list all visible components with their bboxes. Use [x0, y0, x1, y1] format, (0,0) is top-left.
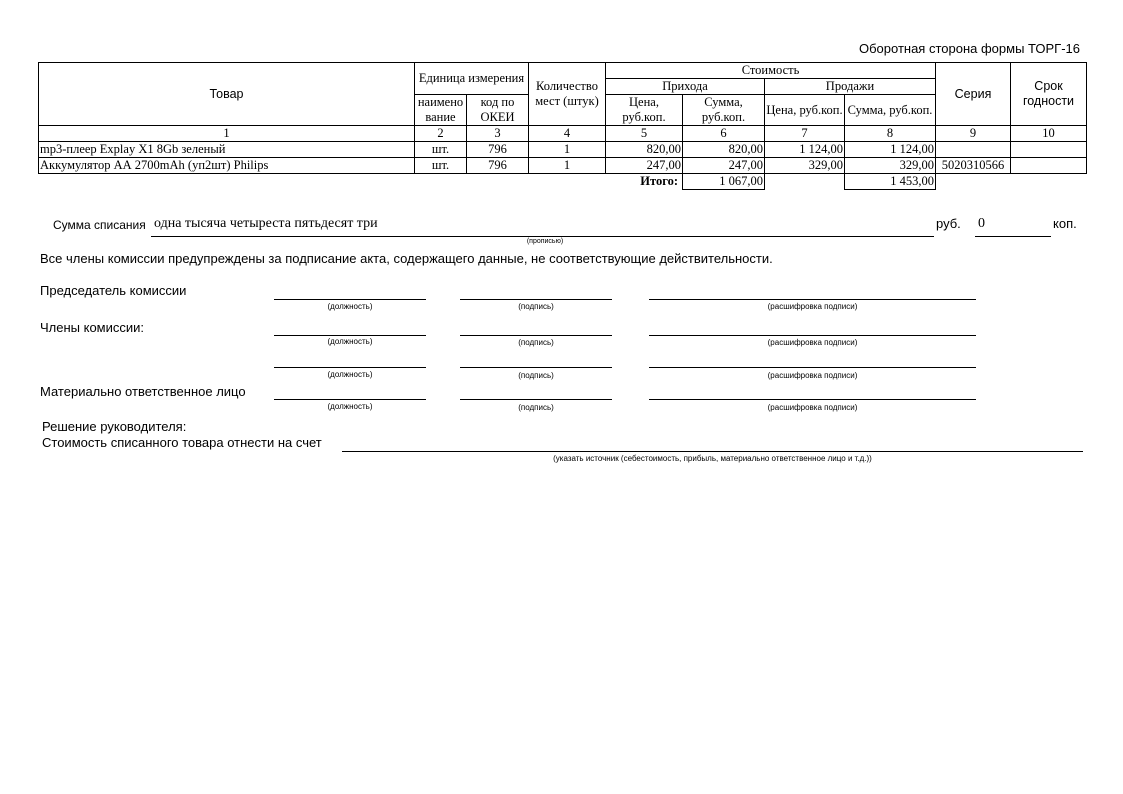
account-line	[342, 451, 1083, 452]
column-number: 3	[467, 126, 529, 142]
cell-expiry	[1011, 158, 1087, 174]
rub-label: руб.	[936, 216, 961, 231]
caption-decode: (расшифровка подписи)	[767, 403, 858, 412]
responsible-label: Материально ответственное лицо	[40, 384, 246, 399]
cell-unit: шт.	[415, 158, 467, 174]
cell-sale-price: 329,00	[765, 158, 845, 174]
column-number: 9	[936, 126, 1011, 142]
totals-sale-sum: 1 453,00	[845, 174, 936, 190]
cell-in-price: 247,00	[606, 158, 683, 174]
form-title: Оборотная сторона формы ТОРГ-16	[858, 41, 1080, 56]
cell-in-price: 820,00	[606, 142, 683, 158]
cell-qty: 1	[529, 142, 606, 158]
cell-qty: 1	[529, 158, 606, 174]
cell-okei: 796	[467, 142, 529, 158]
writeoff-amount-words: одна тысяча четыреста пятьдесят три	[154, 216, 378, 231]
cell-okei: 796	[467, 158, 529, 174]
caption-signature: (подпись)	[518, 338, 554, 347]
column-number: 6	[683, 126, 765, 142]
column-number: 5	[606, 126, 683, 142]
caption-signature: (подпись)	[518, 371, 554, 380]
header-expiry: Срок годности	[1011, 63, 1087, 126]
cell-sale-price: 1 124,00	[765, 142, 845, 158]
chairman-position-line	[274, 299, 426, 300]
header-series: Серия	[936, 63, 1011, 126]
words-caption: (прописью)	[526, 238, 564, 245]
header-unit-code: код по ОКЕИ	[467, 95, 529, 126]
member1-position-line	[274, 335, 426, 336]
cell-in-sum: 247,00	[683, 158, 765, 174]
header-cost-group: Стоимость	[606, 63, 936, 79]
column-number: 1	[39, 126, 415, 142]
chairman-signature-line	[460, 299, 612, 300]
kop-value: 0	[978, 216, 985, 231]
header-quantity: Количество мест (штук)	[529, 63, 606, 126]
decision-label: Решение руководителя:	[42, 419, 187, 434]
cell-sale-sum: 1 124,00	[845, 142, 936, 158]
responsible-decode-line	[649, 399, 976, 400]
header-income-group: Прихода	[606, 79, 765, 95]
header-unit-group: Единица измерения	[415, 63, 529, 95]
header-in-price: Цена, руб.коп.	[606, 95, 683, 126]
cell-series: 5020310566	[936, 158, 1011, 174]
chairman-label: Председатель комиссии	[40, 283, 187, 298]
caption-position: (должность)	[327, 402, 373, 411]
cell-unit: шт.	[415, 142, 467, 158]
header-sales-group: Продажи	[765, 79, 936, 95]
goods-table	[38, 62, 1087, 190]
totals-in-sum: 1 067,00	[683, 174, 765, 190]
caption-signature: (подпись)	[518, 302, 554, 311]
column-number: 10	[1011, 126, 1087, 142]
cell-series	[936, 142, 1011, 158]
column-numbers-row	[39, 126, 1087, 142]
cell-expiry	[1011, 142, 1087, 158]
header-unit-name: наимено вание	[415, 95, 467, 126]
caption-decode: (расшифровка подписи)	[767, 371, 858, 380]
members-label: Члены комиссии:	[40, 320, 145, 335]
caption-position: (должность)	[327, 302, 373, 311]
column-number: 7	[765, 126, 845, 142]
member1-signature-line	[460, 335, 612, 336]
writeoff-amount-line	[151, 236, 934, 237]
cell-sale-sum: 329,00	[845, 158, 936, 174]
table-row	[39, 158, 1087, 174]
caption-decode: (расшифровка подписи)	[767, 302, 858, 311]
kop-line	[975, 236, 1051, 237]
member2-signature-line	[460, 367, 612, 368]
header-sale-price: Цена, руб.коп.	[765, 95, 845, 126]
responsible-signature-line	[460, 399, 612, 400]
column-number: 8	[845, 126, 936, 142]
kop-label: коп.	[1053, 216, 1077, 231]
cell-name: Аккумулятор АА 2700mAh (уп2шт) Philips	[39, 158, 415, 174]
column-number: 2	[415, 126, 467, 142]
caption-position: (должность)	[327, 337, 373, 346]
table-row	[39, 142, 1087, 158]
account-label: Стоимость списанного товара отнести на счет	[42, 435, 322, 450]
cell-in-sum: 820,00	[683, 142, 765, 158]
source-caption: (указать источник (себестоимость, прибыль, материально ответственное лицо и т.д.))	[553, 454, 872, 463]
writeoff-label: Сумма списания	[53, 218, 146, 232]
member2-decode-line	[649, 367, 976, 368]
header-sale-sum: Сумма, руб.коп.	[845, 95, 936, 126]
totals-label: Итого:	[640, 174, 678, 189]
chairman-decode-line	[649, 299, 976, 300]
caption-decode: (расшифровка подписи)	[767, 338, 858, 347]
caption-signature: (подпись)	[518, 403, 554, 412]
cell-name: mp3-плеер Explay X1 8Gb зеленый	[39, 142, 415, 158]
column-number: 4	[529, 126, 606, 142]
totals-row	[39, 174, 1087, 190]
warning-text: Все члены комиссии предупреждены за подписание акта, содержащего данные, не соответствующие действительности.	[40, 251, 773, 266]
member2-position-line	[274, 367, 426, 368]
responsible-position-line	[274, 399, 426, 400]
header-in-sum: Сумма, руб.коп.	[683, 95, 765, 126]
caption-position: (должность)	[327, 370, 373, 379]
header-tovar: Товар	[39, 63, 415, 126]
member1-decode-line	[649, 335, 976, 336]
